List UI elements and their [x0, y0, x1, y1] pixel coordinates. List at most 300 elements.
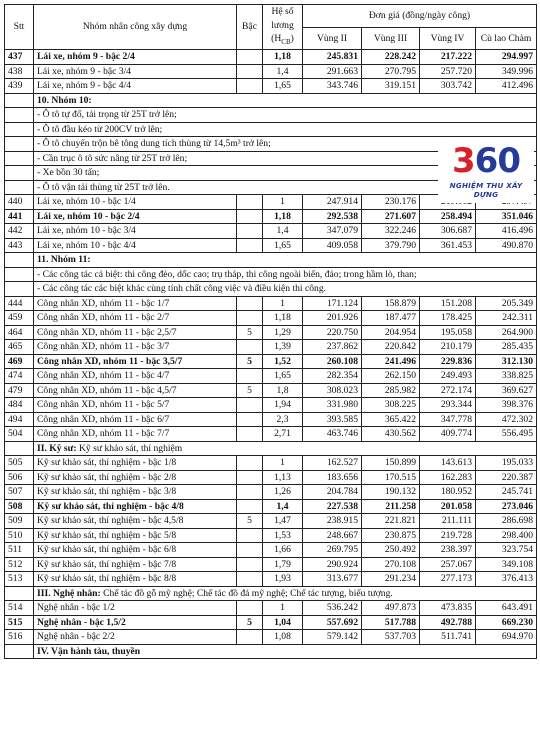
note-text: - Cần trục ô tô sức nâng từ 25T trở lên; [34, 151, 537, 166]
row-coefficient: 1,8 [263, 383, 303, 398]
row-stt: 515 [5, 615, 34, 630]
row-stt: 504 [5, 427, 34, 442]
logo-360-nghiem-thu [438, 141, 534, 203]
row-price-cu-lao-cham: 490.870 [476, 238, 537, 253]
row-bac [237, 195, 263, 210]
row-stt: 437 [5, 50, 34, 65]
row-bac: 5 [237, 325, 263, 340]
row-stt [5, 441, 34, 456]
row-coefficient: 1 [263, 195, 303, 210]
row-price-cu-lao-cham: 294.997 [476, 50, 537, 65]
row-price-region-4: 162.283 [420, 470, 476, 485]
row-price-region-2: 579.142 [303, 630, 362, 645]
row-bac [237, 398, 263, 413]
table-row [5, 238, 537, 253]
table-row [5, 369, 537, 384]
header-region-4: Vùng IV [420, 27, 476, 50]
row-price-region-2: 291.663 [303, 64, 362, 79]
row-coefficient: 1,53 [263, 528, 303, 543]
row-coefficient: 2,3 [263, 412, 303, 427]
header-coeff-line1: Hệ số [271, 6, 294, 17]
row-bac [237, 238, 263, 253]
row-name: Kỹ sư khảo sát, thí nghiệm - bậc 5/8 [34, 528, 237, 543]
row-bac [237, 340, 263, 355]
row-coefficient: 1,52 [263, 354, 303, 369]
row-price-region-4: 195.058 [420, 325, 476, 340]
row-price-cu-lao-cham: 323.754 [476, 543, 537, 558]
table-row [5, 528, 537, 543]
row-coefficient: 1,4 [263, 224, 303, 239]
row-price-cu-lao-cham: 312.130 [476, 354, 537, 369]
row-coefficient: 1,79 [263, 557, 303, 572]
row-price-region-2: 313.677 [303, 572, 362, 587]
row-price-region-2: 248.667 [303, 528, 362, 543]
row-stt: 511 [5, 543, 34, 558]
header-coefficient [263, 5, 303, 50]
row-bac [237, 630, 263, 645]
row-name: Lái xe, nhóm 9 - bậc 3/4 [34, 64, 237, 79]
table-row [5, 50, 537, 65]
row-name: Công nhân XD, nhóm 11 - bậc 2/7 [34, 311, 237, 326]
row-bac [237, 485, 263, 500]
header-region-2: Vùng II [303, 27, 362, 50]
row-name: Lái xe, nhóm 9 - bậc 2/4 [34, 50, 237, 65]
section-label: IV. Vận hành tàu, thuyền [37, 645, 141, 657]
row-stt: 474 [5, 369, 34, 384]
row-price-cu-lao-cham: 285.435 [476, 340, 537, 355]
row-price-region-4: 143.613 [420, 456, 476, 471]
row-stt: 505 [5, 456, 34, 471]
section-label: III. Nghệ nhân: [37, 587, 101, 599]
row-coefficient: 1,39 [263, 340, 303, 355]
row-price-cu-lao-cham: 205.349 [476, 296, 537, 311]
row-price-region-4: 229.836 [420, 354, 476, 369]
row-stt: 510 [5, 528, 34, 543]
section-row [5, 586, 537, 601]
row-bac [237, 369, 263, 384]
section-title [34, 93, 537, 108]
header-coeff-line2: lương [271, 19, 294, 31]
row-price-region-4: 201.058 [420, 499, 476, 514]
row-bac [237, 499, 263, 514]
row-price-region-4: 272.174 [420, 383, 476, 398]
row-price-region-3: 170.515 [362, 470, 420, 485]
table-row [5, 340, 537, 355]
table-row [5, 427, 537, 442]
row-coefficient: 1,47 [263, 514, 303, 529]
note-row [5, 108, 537, 123]
row-stt: 514 [5, 601, 34, 616]
row-price-cu-lao-cham: 338.825 [476, 369, 537, 384]
table-row [5, 64, 537, 79]
row-stt: 442 [5, 224, 34, 239]
table-row [5, 209, 537, 224]
row-price-region-3: 322.246 [362, 224, 420, 239]
row-price-region-3: 150.899 [362, 456, 420, 471]
row-price-region-2: 331.980 [303, 398, 362, 413]
row-name: Công nhân XD, nhóm 11 - bậc 6/7 [34, 412, 237, 427]
row-stt [5, 108, 34, 123]
row-price-cu-lao-cham: 398.376 [476, 398, 537, 413]
row-stt: 443 [5, 238, 34, 253]
row-stt [5, 253, 34, 268]
note-row [5, 122, 537, 137]
row-coefficient: 2,71 [263, 427, 303, 442]
row-price-cu-lao-cham: 694.970 [476, 630, 537, 645]
row-bac: 5 [237, 615, 263, 630]
row-price-cu-lao-cham: 416.496 [476, 224, 537, 239]
row-price-region-3: 230.875 [362, 528, 420, 543]
row-price-region-3: 379.790 [362, 238, 420, 253]
row-name: Công nhân XD, nhóm 11 - bậc 5/7 [34, 398, 237, 413]
note-row [5, 267, 537, 282]
table-row [5, 456, 537, 471]
row-price-cu-lao-cham: 643.491 [476, 601, 537, 616]
row-price-region-3: 230.176 [362, 195, 420, 210]
row-stt [5, 644, 34, 659]
header-coeff-line3: $(H_{CB})$ [271, 33, 294, 46]
row-price-region-4: 293.344 [420, 398, 476, 413]
row-stt [5, 122, 34, 137]
header-region-cu-lao-cham: Cù lao Chàm [476, 27, 537, 50]
row-price-region-4: 303.742 [420, 79, 476, 94]
row-bac [237, 456, 263, 471]
row-stt: 484 [5, 398, 34, 413]
row-price-region-2: 282.354 [303, 369, 362, 384]
row-bac [237, 557, 263, 572]
section-title [34, 253, 537, 268]
note-row [5, 282, 537, 297]
row-stt: 441 [5, 209, 34, 224]
row-coefficient: 1,66 [263, 543, 303, 558]
row-stt: 509 [5, 514, 34, 529]
row-price-region-4: 211.111 [420, 514, 476, 529]
row-price-region-2: 183.656 [303, 470, 362, 485]
row-stt [5, 137, 34, 152]
row-price-cu-lao-cham: 245.741 [476, 485, 537, 500]
note-text: - Ô tô đầu kéo từ 200CV trở lên; [34, 122, 537, 137]
row-coefficient: 1 [263, 296, 303, 311]
note-text: - Các công tác cá biệt: thi công đèo, dốc cao; trụ tháp, thi công ngoài biển, đảo; trong hầm lò, than; [34, 267, 537, 282]
row-price-cu-lao-cham: 242.311 [476, 311, 537, 326]
row-stt: 459 [5, 311, 34, 326]
logo-mark: 360 [452, 141, 520, 181]
row-price-region-2: 220.750 [303, 325, 362, 340]
row-stt [5, 151, 34, 166]
row-name: Nghệ nhân - bậc 1/2 [34, 601, 237, 616]
row-price-region-4: 217.222 [420, 50, 476, 65]
header-region-3: Vùng III [362, 27, 420, 50]
row-price-region-3: 517.788 [362, 615, 420, 630]
row-price-region-2: 557.692 [303, 615, 362, 630]
row-price-region-2: 247.914 [303, 195, 362, 210]
row-name: Kỹ sư khảo sát, thí nghiệm - bậc 7/8 [34, 557, 237, 572]
table-row [5, 557, 537, 572]
row-coefficient: 1 [263, 456, 303, 471]
row-bac: 5 [237, 383, 263, 398]
row-name: Lái xe, nhóm 10 - bậc 4/4 [34, 238, 237, 253]
row-stt: 438 [5, 64, 34, 79]
row-price-region-3: 319.151 [362, 79, 420, 94]
table-row [5, 79, 537, 94]
header-price: Đơn giá (đồng/ngày công) [303, 5, 537, 28]
row-stt: 444 [5, 296, 34, 311]
table-row [5, 398, 537, 413]
row-stt: 512 [5, 557, 34, 572]
row-stt: 494 [5, 412, 34, 427]
section-label: 11. Nhóm 11: [37, 254, 91, 266]
table-row [5, 325, 537, 340]
row-bac [237, 311, 263, 326]
row-stt [5, 166, 34, 181]
row-price-cu-lao-cham: 472.302 [476, 412, 537, 427]
row-price-region-3: 187.477 [362, 311, 420, 326]
row-coefficient: 1,65 [263, 238, 303, 253]
row-price-region-4: 151.208 [420, 296, 476, 311]
row-price-region-4: 347.778 [420, 412, 476, 427]
row-price-region-2: 204.784 [303, 485, 362, 500]
row-name: Lái xe, nhóm 10 - bậc 1/4 [34, 195, 237, 210]
table-row [5, 354, 537, 369]
row-name: Kỹ sư khảo sát, thí nghiệm - bậc 4,5/8 [34, 514, 237, 529]
row-coefficient: 1,65 [263, 369, 303, 384]
row-price-region-4: 238.397 [420, 543, 476, 558]
row-coefficient: 1,4 [263, 64, 303, 79]
row-price-region-3: 285.982 [362, 383, 420, 398]
row-bac [237, 412, 263, 427]
header-stt: Stt [5, 5, 34, 50]
row-stt: 513 [5, 572, 34, 587]
note-text: - Các công tác các biệt khác cùng tính chất công việc và điều kiện thi công. [34, 282, 537, 297]
row-bac [237, 79, 263, 94]
row-price-region-2: 347.079 [303, 224, 362, 239]
row-price-region-3: 250.492 [362, 543, 420, 558]
table-row [5, 572, 537, 587]
row-price-region-3: 365.422 [362, 412, 420, 427]
row-price-region-4: 258.494 [420, 209, 476, 224]
row-price-cu-lao-cham: 376.413 [476, 572, 537, 587]
row-coefficient: 1,08 [263, 630, 303, 645]
row-name: Công nhân XD, nhóm 11 - bậc 3,5/7 [34, 354, 237, 369]
row-price-region-4: 361.453 [420, 238, 476, 253]
row-price-region-4: 473.835 [420, 601, 476, 616]
table-row [5, 470, 537, 485]
table-row [5, 543, 537, 558]
row-name: Công nhân XD, nhóm 11 - bậc 3/7 [34, 340, 237, 355]
row-name: Công nhân XD, nhóm 11 - bậc 4/7 [34, 369, 237, 384]
row-price-region-3: 220.842 [362, 340, 420, 355]
section-row [5, 441, 537, 456]
row-stt [5, 93, 34, 108]
section-title [34, 586, 537, 601]
row-bac [237, 64, 263, 79]
row-coefficient: 1,18 [263, 209, 303, 224]
row-price-cu-lao-cham: 195.033 [476, 456, 537, 471]
note-text: - Xe bồn 30 tấn; [34, 166, 537, 181]
row-price-cu-lao-cham: 273.046 [476, 499, 537, 514]
row-coefficient: 1,4 [263, 499, 303, 514]
row-price-region-4: 492.788 [420, 615, 476, 630]
row-bac [237, 572, 263, 587]
row-price-region-4: 511.741 [420, 630, 476, 645]
row-name: Nghệ nhân - bậc 1,5/2 [34, 615, 237, 630]
row-price-cu-lao-cham: 349.996 [476, 64, 537, 79]
row-coefficient: 1 [263, 601, 303, 616]
row-name: Kỹ sư khảo sát, thí nghiệm - bậc 8/8 [34, 572, 237, 587]
row-price-region-4: 277.173 [420, 572, 476, 587]
section-description: Kỹ sư khảo sát, thí nghiệm [76, 442, 183, 454]
row-coefficient: 1,26 [263, 485, 303, 500]
row-price-region-3: 221.821 [362, 514, 420, 529]
row-coefficient: 1,18 [263, 311, 303, 326]
row-price-region-2: 463.746 [303, 427, 362, 442]
row-stt: 508 [5, 499, 34, 514]
row-price-cu-lao-cham: 298.400 [476, 528, 537, 543]
row-name: Công nhân XD, nhóm 11 - bậc 1/7 [34, 296, 237, 311]
row-stt: 516 [5, 630, 34, 645]
logo-caption: NGHIỆM THU XÂY DỰNG [449, 181, 523, 199]
section-label: II. Kỹ sư: [37, 442, 77, 454]
row-price-region-2: 245.831 [303, 50, 362, 65]
row-coefficient: 1,29 [263, 325, 303, 340]
row-price-region-2: 269.795 [303, 543, 362, 558]
row-bac [237, 543, 263, 558]
row-price-region-3: 270.795 [362, 64, 420, 79]
row-price-cu-lao-cham: 220.387 [476, 470, 537, 485]
row-stt: 469 [5, 354, 34, 369]
row-price-cu-lao-cham: 264.900 [476, 325, 537, 340]
row-price-region-4: 219.728 [420, 528, 476, 543]
row-price-region-4: 210.179 [420, 340, 476, 355]
row-price-region-4: 180.952 [420, 485, 476, 500]
row-price-region-2: 260.108 [303, 354, 362, 369]
row-bac [237, 528, 263, 543]
table-row [5, 383, 537, 398]
row-bac [237, 209, 263, 224]
table-row [5, 615, 537, 630]
row-price-region-2: 227.538 [303, 499, 362, 514]
row-stt: 464 [5, 325, 34, 340]
row-coefficient: 1,13 [263, 470, 303, 485]
row-bac [237, 601, 263, 616]
row-bac: 5 [237, 354, 263, 369]
row-price-region-3: 271.607 [362, 209, 420, 224]
row-price-region-2: 171.124 [303, 296, 362, 311]
row-name: Kỹ sư khảo sát, thí nghiệm - bậc 4/8 [34, 499, 237, 514]
row-bac [237, 470, 263, 485]
row-price-region-3: 270.108 [362, 557, 420, 572]
row-price-region-4: 257.067 [420, 557, 476, 572]
table-row [5, 514, 537, 529]
header-row-top [5, 5, 537, 28]
section-title [34, 441, 537, 456]
row-stt [5, 180, 34, 195]
row-bac [237, 296, 263, 311]
table-row [5, 499, 537, 514]
row-name: Kỹ sư khảo sát, thí nghiệm - bậc 6/8 [34, 543, 237, 558]
header-bac: Bậc [237, 5, 263, 50]
row-coefficient: 1,18 [263, 50, 303, 65]
row-coefficient: 1,94 [263, 398, 303, 413]
row-stt: 440 [5, 195, 34, 210]
note-text: - Ô tô vận tải thùng từ 25T trở lên. [34, 180, 537, 195]
row-price-region-4: 257.720 [420, 64, 476, 79]
row-price-cu-lao-cham: 369.627 [476, 383, 537, 398]
row-price-region-2: 409.058 [303, 238, 362, 253]
row-price-region-4: 178.425 [420, 311, 476, 326]
row-coefficient: 1,04 [263, 615, 303, 630]
labor-price-table [4, 4, 537, 659]
row-stt [5, 282, 34, 297]
row-price-region-3: 204.954 [362, 325, 420, 340]
row-coefficient: 1,65 [263, 79, 303, 94]
row-price-region-3: 158.879 [362, 296, 420, 311]
row-name: Công nhân XD, nhóm 11 - bậc 7/7 [34, 427, 237, 442]
row-name: Lái xe, nhóm 9 - bậc 4/4 [34, 79, 237, 94]
note-text: - Ô tô chuyển trộn bê tông dung tích thùng từ 14,5m³ trở lên; [34, 137, 537, 152]
section-description: Chế tác đồ gỗ mỹ nghệ; Chế tác đồ đá mỹ nghệ; Chế tác tượng, biểu tượng. [100, 587, 393, 599]
row-price-cu-lao-cham: 669.230 [476, 615, 537, 630]
price-table-page [4, 4, 536, 659]
row-name: Lái xe, nhóm 10 - bậc 2/4 [34, 209, 237, 224]
note-text: - Ô tô tự đổ, tải trọng từ 25T trở lên; [34, 108, 537, 123]
row-stt: 506 [5, 470, 34, 485]
row-price-region-2: 290.924 [303, 557, 362, 572]
row-bac [237, 427, 263, 442]
section-row [5, 644, 537, 659]
section-row [5, 253, 537, 268]
row-bac: 5 [237, 514, 263, 529]
row-name: Kỹ sư khảo sát, thí nghiệm - bậc 1/8 [34, 456, 237, 471]
row-price-cu-lao-cham: 349.108 [476, 557, 537, 572]
row-price-region-2: 162.527 [303, 456, 362, 471]
table-row [5, 601, 537, 616]
row-price-region-3: 211.258 [362, 499, 420, 514]
row-coefficient: 1,93 [263, 572, 303, 587]
row-price-region-3: 497.873 [362, 601, 420, 616]
row-price-region-2: 237.862 [303, 340, 362, 355]
row-stt [5, 586, 34, 601]
row-price-region-2: 536.242 [303, 601, 362, 616]
row-price-cu-lao-cham: 351.046 [476, 209, 537, 224]
row-price-region-2: 201.926 [303, 311, 362, 326]
row-price-region-3: 291.234 [362, 572, 420, 587]
table-row [5, 485, 537, 500]
row-name: Công nhân XD, nhóm 11 - bậc 4,5/7 [34, 383, 237, 398]
table-row [5, 630, 537, 645]
row-price-region-4: 306.687 [420, 224, 476, 239]
row-name: Công nhân XD, nhóm 11 - bậc 2,5/7 [34, 325, 237, 340]
row-stt: 465 [5, 340, 34, 355]
row-price-region-4: 249.493 [420, 369, 476, 384]
row-price-region-2: 308.023 [303, 383, 362, 398]
row-name: Kỹ sư khảo sát, thí nghiệm - bậc 3/8 [34, 485, 237, 500]
row-bac [237, 224, 263, 239]
row-price-cu-lao-cham: 286.698 [476, 514, 537, 529]
row-stt: 507 [5, 485, 34, 500]
row-price-region-2: 238.915 [303, 514, 362, 529]
row-price-region-2: 343.746 [303, 79, 362, 94]
row-price-region-4: 409.774 [420, 427, 476, 442]
row-stt: 479 [5, 383, 34, 398]
row-price-region-3: 430.562 [362, 427, 420, 442]
section-label: 10. Nhóm 10: [37, 94, 92, 106]
row-price-region-3: 262.150 [362, 369, 420, 384]
row-price-region-3: 308.225 [362, 398, 420, 413]
table-row [5, 296, 537, 311]
row-price-region-3: 190.132 [362, 485, 420, 500]
row-price-cu-lao-cham: 412.496 [476, 79, 537, 94]
